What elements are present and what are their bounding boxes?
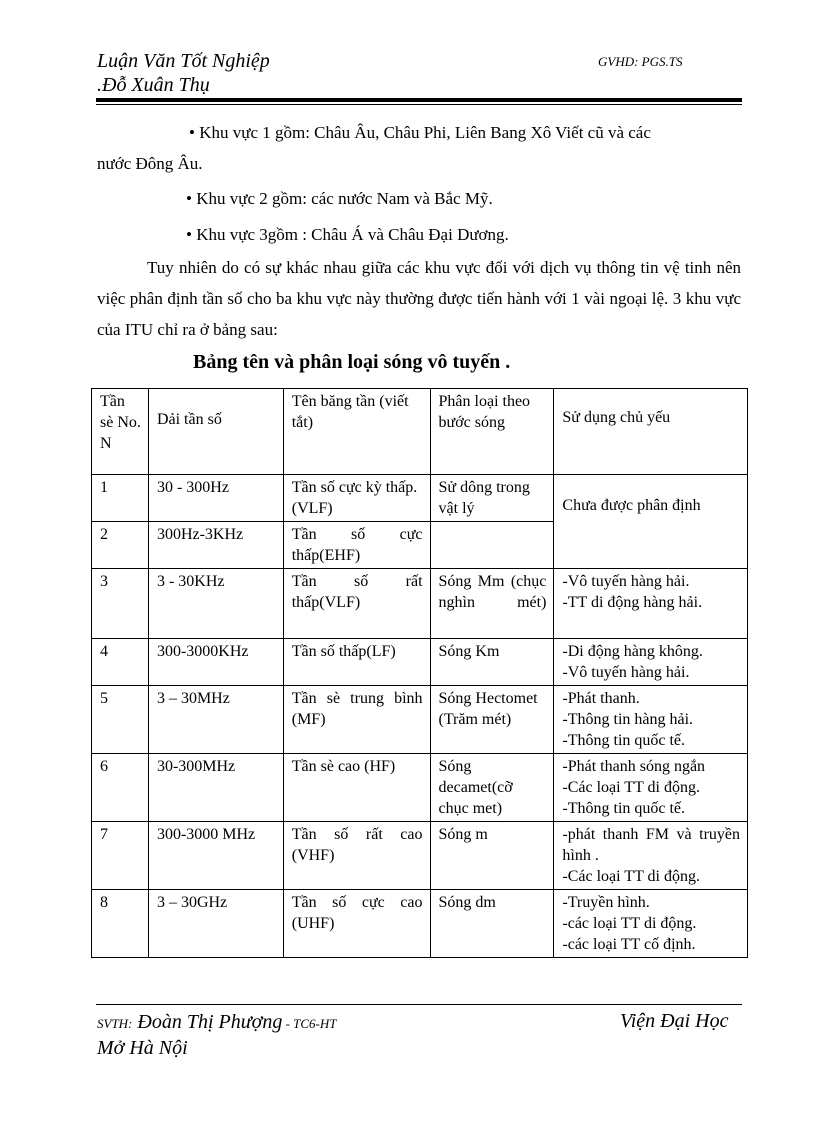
header-left <box>97 49 270 97</box>
table-row <box>92 822 748 890</box>
cell-no: 6 <box>92 754 149 822</box>
footer-svth-label: SVTH: <box>97 1016 133 1031</box>
cell-no: 1 <box>92 475 149 522</box>
cell-wave: Sóng Mm (chục nghìn mét) <box>430 569 554 639</box>
footer-student-name: Đoàn Thị Phượng <box>137 1011 283 1033</box>
header-rule-thin <box>96 104 742 105</box>
cell-wave: Sóng m <box>430 822 554 890</box>
bullet-region-1: • Khu vực 1 gồm: Châu Âu, Châu Phi, Liên Bang Xô Viết cũ và các <box>189 123 651 142</box>
frequency-table <box>91 388 748 958</box>
cell-range: 3 – 30MHz <box>148 686 283 754</box>
table-row <box>92 686 748 754</box>
cell-name: Tần sè cao (HF) <box>283 754 430 822</box>
cell-usage: -Phát thanh sóng ngắn -Các loại TT di động. -Thông tin quốc tế. <box>554 754 748 822</box>
cell-name: Tần số cực kỳ thấp.(VLF) <box>283 475 430 522</box>
cell-wave: Sử dông trong vật lý <box>430 475 554 522</box>
cell-no: 7 <box>92 822 149 890</box>
table-header-row <box>92 389 748 475</box>
cell-range: 300Hz-3KHz <box>148 522 283 569</box>
cell-wave: Sóng Hectomet (Trăm mét) <box>430 686 554 754</box>
bullet-region-2: • Khu vực 2 gồm: các nước Nam và Bắc Mỹ. <box>186 189 493 208</box>
cell-range: 300-3000KHz <box>148 639 283 686</box>
cell-no: 3 <box>92 569 149 639</box>
cell-wave: Sóng dm <box>430 890 554 958</box>
cell-name: Tần số rất thấp(VLF) <box>283 569 430 639</box>
cell-range: 30-300MHz <box>148 754 283 822</box>
cell-no: 8 <box>92 890 149 958</box>
cell-range: 3 – 30GHz <box>148 890 283 958</box>
header-usage: Sử dụng chủ yếu <box>554 389 748 475</box>
header-range: Dải tần số <box>148 389 283 475</box>
cell-usage: Chưa được phân định <box>554 475 748 569</box>
header-name: Tên băng tần (viết tắt) <box>283 389 430 475</box>
header-title: Luận Văn Tốt Nghiệp <box>97 50 270 72</box>
footer-institution-cont: Mở Hà Nội <box>97 1037 188 1059</box>
cell-wave: Sóng decamet(cỡ chục met) <box>430 754 554 822</box>
footer-left <box>97 1010 337 1061</box>
cell-name: Tần số thấp(LF) <box>283 639 430 686</box>
table-title: Bảng tên và phân loại sóng vô tuyến . <box>193 351 511 373</box>
cell-no: 4 <box>92 639 149 686</box>
footer-class: - TC6-HT <box>282 1016 337 1031</box>
cell-usage: -Vô tuyến hàng hải. -TT di động hàng hải. <box>554 569 748 639</box>
cell-range: 3 - 30KHz <box>148 569 283 639</box>
header-supervisor: GVHD: PGS.TS <box>598 54 683 69</box>
cell-usage: -Di động hàng không. -Vô tuyến hàng hải. <box>554 639 748 686</box>
cell-no: 2 <box>92 522 149 569</box>
table-row <box>92 475 748 522</box>
bullet-region-3: • Khu vực 3gồm : Châu Á và Châu Đại Dương. <box>186 225 509 244</box>
table-row <box>92 639 748 686</box>
cell-range: 30 - 300Hz <box>148 475 283 522</box>
header-author: .Đỗ Xuân Thụ <box>97 74 210 96</box>
cell-wave <box>430 522 554 569</box>
bullet-region-1-cont: nước Đông Âu. <box>97 154 203 173</box>
table-row <box>92 754 748 822</box>
header-wave: Phân loại theo bước sóng <box>430 389 554 475</box>
cell-range: 300-3000 MHz <box>148 822 283 890</box>
table-row <box>92 890 748 958</box>
cell-name: Tần số cực thấp(EHF) <box>283 522 430 569</box>
cell-no: 5 <box>92 686 149 754</box>
cell-usage: -Phát thanh. -Thông tin hàng hải. -Thông tin quốc tế. <box>554 686 748 754</box>
footer-institution: Viện Đại Học <box>620 1010 729 1032</box>
cell-wave: Sóng Km <box>430 639 554 686</box>
cell-name: Tần sè trung bình (MF) <box>283 686 430 754</box>
body-paragraph: Tuy nhiên do có sự khác nhau giữa các khu vực đối với dịch vụ thông tin vệ tinh nên việc phân định tần số cho ba khu vực này thường được tiến hành với 1 vài ngoại lệ. 3 khu vực của ITU chỉ ra ở bảng sau: <box>97 258 741 339</box>
header-rule <box>96 98 742 102</box>
cell-name: Tần số rất cao (VHF) <box>283 822 430 890</box>
cell-usage: -phát thanh FM và truyền hình . -Các loại TT di động. <box>554 822 748 890</box>
header-no: Tần sè No. N <box>92 389 149 475</box>
table-row <box>92 569 748 639</box>
cell-usage: -Truyền hình. -các loại TT di động. -các loại TT cố định. <box>554 890 748 958</box>
cell-name: Tần số cực cao (UHF) <box>283 890 430 958</box>
footer-rule <box>96 1004 742 1005</box>
